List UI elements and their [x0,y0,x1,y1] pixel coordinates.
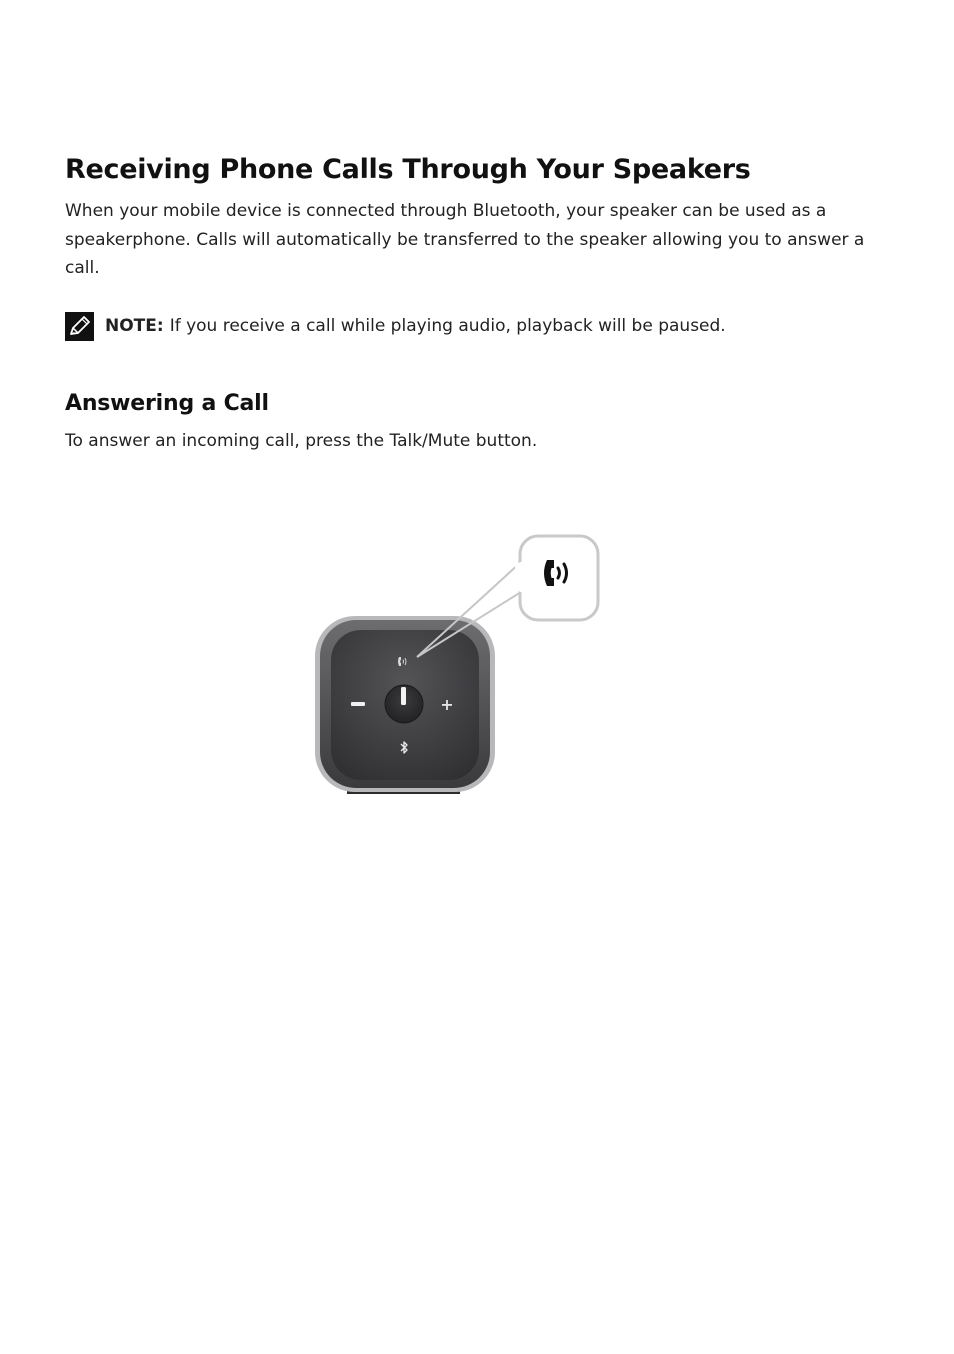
volume-down-icon [351,702,365,706]
section-title: Receiving Phone Calls Through Your Speakers [65,154,751,185]
pencil-note-icon [65,312,94,341]
section-body: When your mobile device is connected through Bluetooth, your speaker can be used as a speakerphone. Calls will automatically be transferred to the speaker allowing you to answer a call. [65,201,865,278]
note-label: NOTE: [105,316,164,336]
subsection-title: Answering a Call [65,391,269,416]
note-block [65,310,885,342]
subsection-body: To answer an incoming call, press the Talk/Mute button. [65,431,538,451]
speaker-figure [305,516,615,806]
power-icon [401,687,406,705]
note-text: If you receive a call while playing audio, playback will be paused. [169,316,726,336]
